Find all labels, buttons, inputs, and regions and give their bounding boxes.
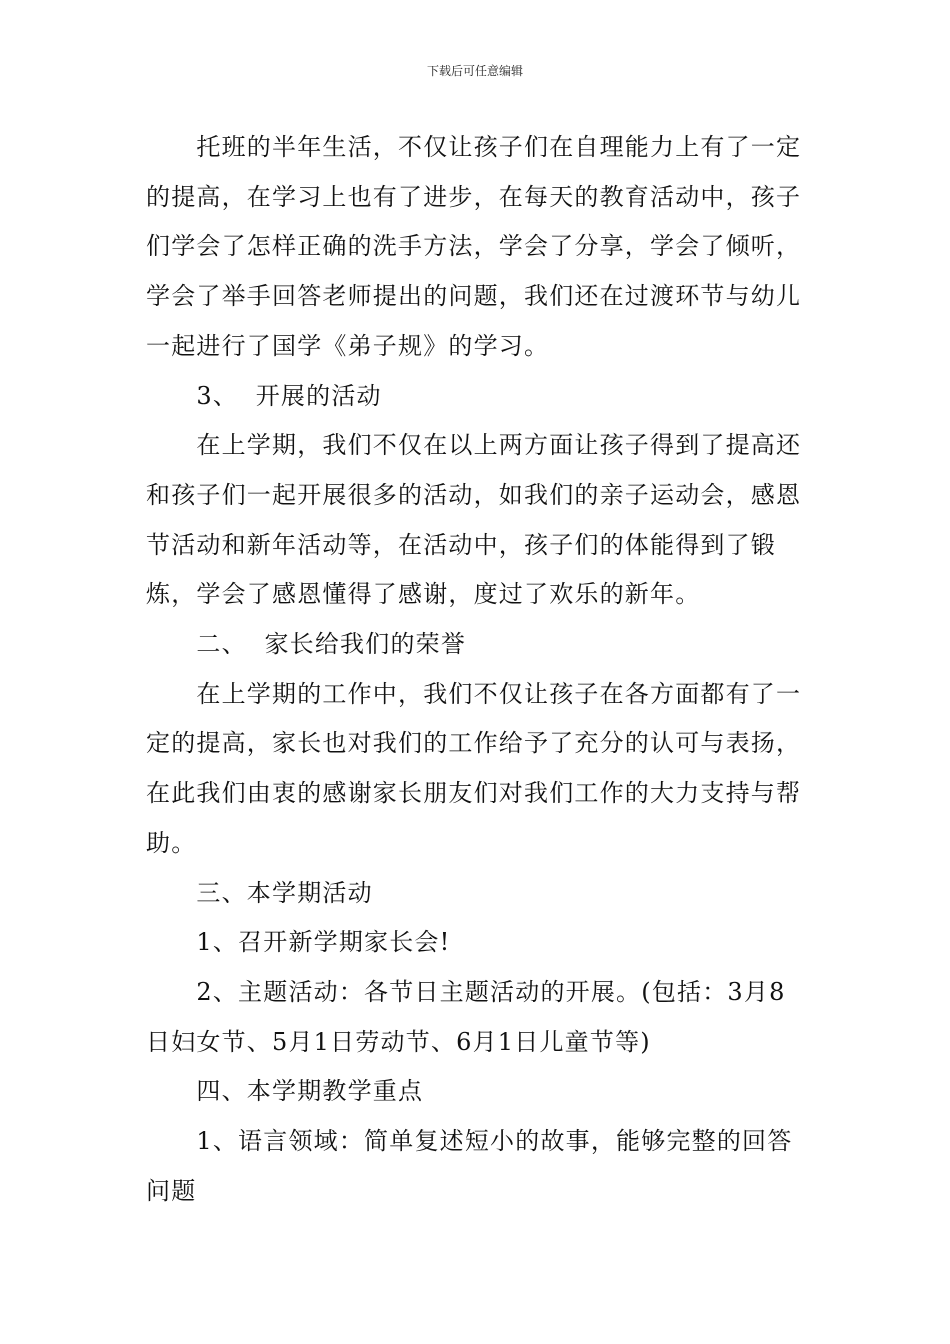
- list-item-theme-activities: 2、主题活动：各节日主题活动的开展。(包括：3月8日妇女节、5月1日劳动节、6月1日儿童节等): [146, 977, 786, 1056]
- heading-teaching-focus: 四、本学期教学重点: [196, 1077, 424, 1106]
- list-item-parent-meeting: 1、召开新学期家长会!: [196, 928, 451, 957]
- paragraph-half-year-life: 托班的半年生活，不仅让孩子们在自理能力上有了一定的提高，在学习上也有了进步，在每天的教育活动中，孩子们学会了怎样正确的洗手方法，学会了分享，学会了倾听，学会了举手回答老师提出的问题，我们还在过渡环节与幼儿一起进行了国学《弟子规》的学习。: [146, 133, 802, 360]
- heading-semester-activities: 三、本学期活动: [196, 878, 373, 907]
- paragraph-parent-honors: 在上学期的工作中，我们不仅让孩子在各方面都有了一定的提高，家长也对我们的工作给予了充分的认可与表扬，在此我们由衷的感谢家长朋友们对我们工作的大力支持与帮助。: [146, 679, 802, 857]
- list-item-language-domain: 1、语言领域：简单复述短小的故事，能够完整的回答问题: [146, 1127, 793, 1205]
- heading-parent-honors: 二、 家长给我们的荣誉: [196, 630, 467, 659]
- page-header-note: 下载后可任意编辑: [426, 64, 523, 78]
- document-body: [146, 123, 808, 1216]
- paragraph-activities: 在上学期，我们不仅在以上两方面让孩子得到了提高还和孩子们一起开展很多的活动，如我们的亲子运动会，感恩节活动和新年活动等，在活动中，孩子们的体能得到了锻炼，学会了感恩懂得了感谢，度过了欢乐的新年。: [146, 431, 802, 609]
- heading-activities: 3、 开展的活动: [196, 381, 382, 410]
